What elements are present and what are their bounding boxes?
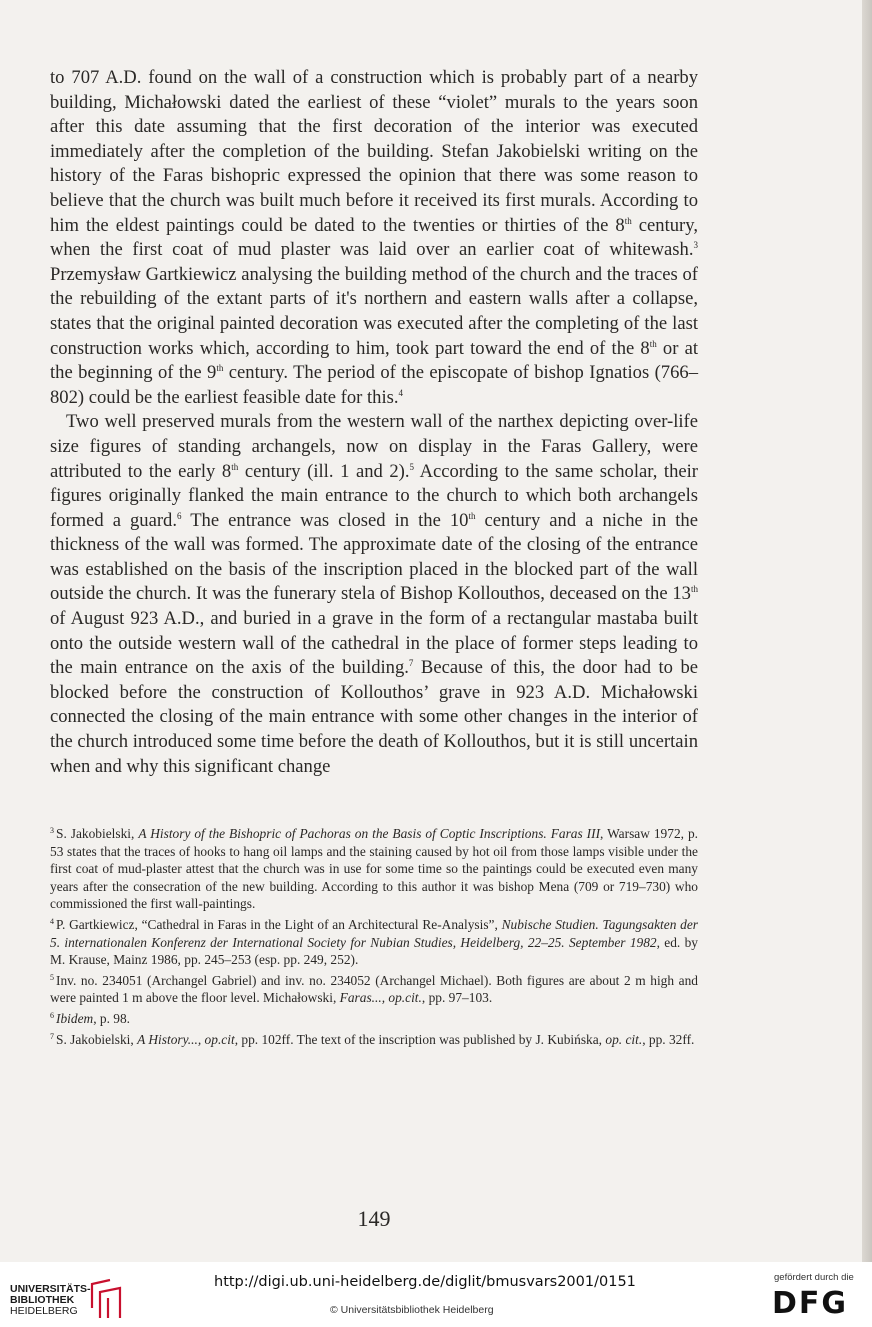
footnote-text: , pp. 102ff. The text of the inscription was published by J. Kubińska,: [234, 1031, 606, 1047]
footnote: [50, 913, 698, 969]
sponsor-label: gefördert durch die: [774, 1272, 854, 1283]
footnote-text: , pp. 32ff.: [642, 1031, 695, 1047]
footnote-number: 3: [50, 826, 54, 835]
paragraph-text: of August 923 A.D., and buried in a grave in the form of a rectangular mastaba built onto the outside western wall of the cathedral in the place of former steps leading to the main entrance on the axis of the building.: [50, 608, 698, 679]
paragraph-superscript: 3: [693, 240, 698, 251]
paragraph-superscript: 7: [408, 658, 414, 669]
footnote-italic: Ibidem: [56, 1010, 94, 1026]
paragraph-superscript: 4: [398, 387, 404, 398]
page-edge: [862, 0, 872, 1262]
paragraph-superscript: th: [231, 461, 239, 472]
footnotes: [50, 822, 698, 1048]
paragraph-superscript: th: [624, 215, 632, 226]
footnote-text: , ed. by M. Krause, Mainz 1986, pp. 245–253 (esp. pp. 249, 252).: [50, 934, 698, 968]
footnote-number: 7: [50, 1031, 54, 1041]
paragraph-superscript: th: [468, 510, 476, 521]
footnote-number: 6: [50, 1010, 54, 1020]
footnote-text: S. Jakobielski,: [56, 826, 139, 841]
page-number: 149: [357, 1206, 391, 1231]
footnote-text: Inv. no. 234051 (Archangel Gabriel) and inv. no. 234052 (Archangel Michael). Both figures are about 2 m high and were painted 1 m above the floor level. Michałowski,: [50, 972, 698, 1006]
footnote-italic: Faras..., op.cit.: [339, 990, 422, 1006]
main-text: [50, 66, 698, 779]
footnote-text: , Warsaw 1972, p. 53 states that the traces of hooks to hang oil lamps and the staining caused by hot oil from those lamps visible under the first coat of mud-plaster attest that the church was in use for some time so the paintings could be executed even many years after the consecration of the new building. According to this author it was bishop Mena (709 or 719–730) who commissioned the first wall-paintings.: [50, 826, 698, 912]
paragraph-text: Two well preserved murals from the western wall of the narthex depicting over-life size figures of standing archangels, now on display in the Faras Gallery, were attributed to the early 8: [50, 411, 698, 482]
paragraph-superscript: th: [216, 363, 224, 374]
paragraph-text: century, when the first coat of mud plaster was laid over an earlier coat of whitewash.: [50, 214, 698, 261]
footnote-text: , p. 98.: [93, 1010, 131, 1026]
library-name-line1: UNIVERSITÄTS-: [10, 1283, 91, 1295]
paragraph: [50, 410, 698, 779]
paragraph-superscript: 5: [409, 461, 415, 472]
library-emblem-icon: [88, 1278, 128, 1322]
paragraph-superscript: 6: [177, 510, 182, 521]
permalink-url[interactable]: http://digi.ub.uni-heidelberg.de/diglit/bmusvars2001/0151: [214, 1274, 636, 1290]
footer-bar: [0, 1262, 872, 1327]
paragraph-superscript: th: [649, 338, 657, 349]
footnote: [50, 822, 698, 913]
dfg-logo[interactable]: DFG: [772, 1286, 849, 1321]
paragraph-superscript: th: [690, 584, 698, 595]
footnote: [50, 1028, 698, 1049]
footnote-italic: Nubische Studien. Tagungsakten der 5. internationalen Konferenz der International Society for Nubian Studies, Heidelberg, 22–25. September 1982: [50, 916, 698, 950]
paragraph-text: century (ill. 1 and 2).: [238, 460, 410, 482]
library-logo[interactable]: [10, 1278, 130, 1322]
library-name: [10, 1284, 91, 1317]
paragraph-text: Because of this, the door had to be blocked before the construction of Kollouthos’ grave in 923 A.D. Michałowski connected the closing of the main entrance with some other changes in the interior of the church introduced some time before the death of Kollouthos, but it is still uncertain when and why this significant change: [50, 657, 698, 777]
footnote-text: , pp. 97–103.: [421, 990, 493, 1006]
paragraph-text: to 707 A.D. found on the wall of a construction which is probably part of a nearby building, Michałowski dated the earliest of these “violet” murals to the years soon after this date assuming that the first decoration of the interior was executed immediately after the completion of the building. Stefan Jakobielski writing on the history of the Faras bishopric expressed the opinion that there was some reason to believe that the church was built much before it received its first murals. According to him the eldest paintings could be dated to the twenties or thirties of the 8: [50, 67, 698, 236]
paragraph-text: or at the beginning of the 9: [50, 337, 698, 384]
footnote-italic: op. cit.: [605, 1031, 643, 1047]
footnote-text: P. Gartkiewicz, “Cathedral in Faras in the Light of an Architectural Re-Analysis”,: [56, 916, 502, 932]
paragraph: [50, 66, 698, 410]
footnote-italic: A History of the Bishopric of Pachoras on the Basis of Coptic Inscriptions. Faras III: [138, 826, 601, 841]
footnote: [50, 1007, 698, 1028]
footnote: [50, 969, 698, 1007]
paragraph-text: Przemysław Gartkiewicz analysing the building method of the church and the traces of the rebuilding of the extant parts of it's northern and eastern walls after a collapse, states that the original painted decoration was executed after the completing of the last construction works which, according to him, took part toward the end of the 8: [50, 263, 698, 359]
library-name-line3: HEIDELBERG: [10, 1305, 78, 1317]
library-name-line2: BIBLIOTHEK: [10, 1294, 75, 1306]
paragraph-text: According to the same scholar, their figures originally flanked the main entrance to the church to which both archangels formed a guard.: [50, 460, 698, 531]
paragraph-text: century. The period of the episcopate of bishop Ignatios (766–802) could be the earliest feasible date for this.: [50, 362, 698, 408]
footnote-number: 5: [50, 972, 54, 982]
footnote-text: S. Jakobielski,: [56, 1031, 138, 1047]
footnote-italic: A History..., op.cit: [137, 1031, 235, 1047]
footnote-number: 4: [50, 916, 54, 926]
copyright-notice: © Universitätsbibliothek Heidelberg: [330, 1304, 494, 1316]
paragraph-text: The entrance was closed in the 10: [181, 509, 469, 531]
paragraph-text: century and a niche in the thickness of the wall was formed. The approximate date of the closing of the entrance was established on the basis of the inscription placed in the blocked part of the wall outside the church. It was the funerary stela of Bishop Kollouthos, deceased on the 13: [50, 509, 698, 605]
